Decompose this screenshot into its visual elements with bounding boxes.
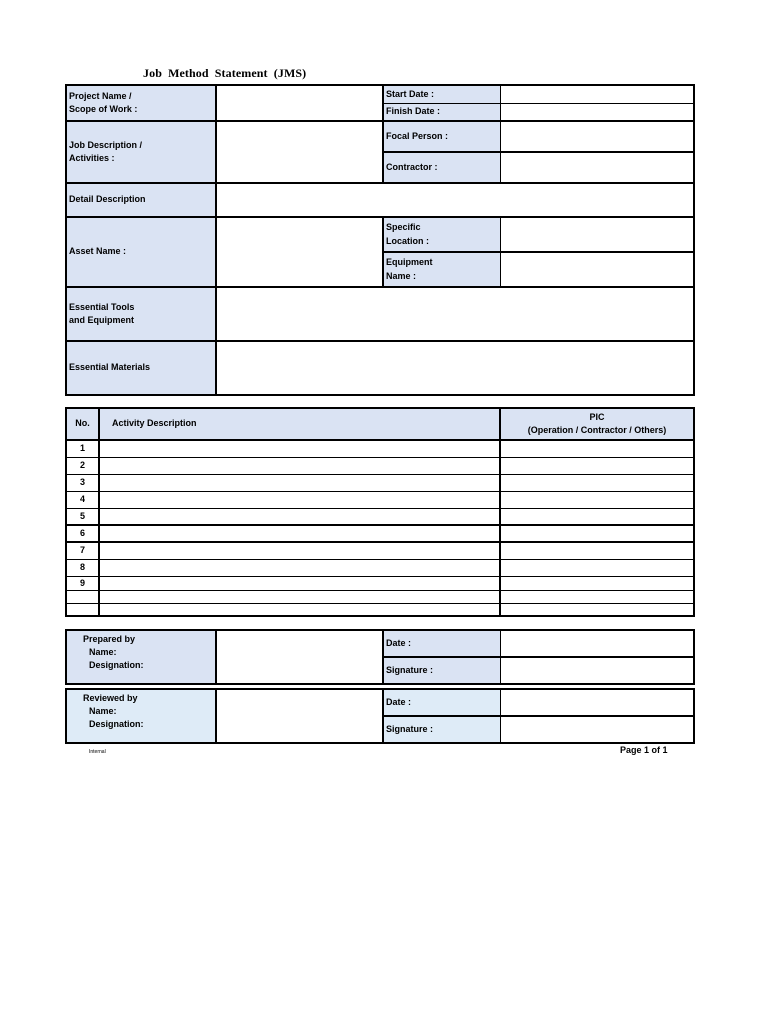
essential-materials-field[interactable] [216,341,694,395]
activity-rows [66,440,694,616]
focal-person-field[interactable] [500,121,694,152]
classification-label: Internal [89,749,106,755]
activity-row-number: 4 [66,491,99,508]
activity-row [66,525,694,542]
activity-pic-cell[interactable] [500,603,694,616]
reviewed-by-label: Reviewed by Name: Designation: [66,689,216,743]
activity-row [66,576,694,590]
activity-row [66,542,694,559]
contractor-field[interactable] [500,152,694,183]
activity-description-cell[interactable] [99,576,500,590]
activity-description-cell[interactable] [99,603,500,616]
project-name-field[interactable] [216,85,383,121]
asset-name-label: Asset Name : [66,217,216,287]
reviewed-signature-field[interactable] [500,716,694,743]
essential-materials-label: Essential Materials [66,341,216,395]
prepared-date-field[interactable] [500,630,694,657]
activity-pic-cell[interactable] [500,576,694,590]
essential-tools-label: Essential Tools and Equipment [66,287,216,341]
activity-pic-cell[interactable] [500,542,694,559]
activity-row-number [66,590,99,603]
activity-row [66,559,694,576]
activity-pic-cell[interactable] [500,457,694,474]
activity-row-number: 9 [66,576,99,590]
contractor-label: Contractor : [383,152,500,183]
activity-description-cell[interactable] [99,457,500,474]
prepared-signature-field[interactable] [500,657,694,684]
reviewed-date-field[interactable] [500,689,694,716]
activity-description-cell[interactable] [99,508,500,525]
finish-date-label: Finish Date : [383,103,500,121]
finish-date-field[interactable] [500,103,694,121]
activity-row-number [66,603,99,616]
page-number: Page 1 of 1 [620,745,668,755]
activity-row-number: 1 [66,440,99,457]
focal-person-label: Focal Person : [383,121,500,152]
start-date-label: Start Date : [383,85,500,103]
activity-pic-cell[interactable] [500,590,694,603]
column-header-no: No. [66,408,99,440]
header-table [65,84,695,396]
activity-row-number: 8 [66,559,99,576]
activity-row [66,508,694,525]
activity-row-number: 6 [66,525,99,542]
activity-row [66,491,694,508]
job-description-field[interactable] [216,121,383,183]
activity-description-cell[interactable] [99,440,500,457]
detail-description-field[interactable] [216,183,694,217]
activity-row-number: 2 [66,457,99,474]
equipment-name-label: Equipment Name : [383,252,500,287]
reviewed-by-field[interactable] [216,689,383,743]
activity-pic-cell[interactable] [500,525,694,542]
activity-row [66,590,694,603]
activity-description-cell[interactable] [99,590,500,603]
specific-location-field[interactable] [500,217,694,252]
column-header-pic: PIC (Operation / Contractor / Others) [500,408,694,440]
activity-row [66,440,694,457]
activity-pic-cell[interactable] [500,491,694,508]
prepared-signature-label: Signature : [383,657,500,684]
activity-row [66,474,694,491]
activity-description-cell[interactable] [99,525,500,542]
reviewed-signature-label: Signature : [383,716,500,743]
activity-pic-cell[interactable] [500,474,694,491]
essential-tools-field[interactable] [216,287,694,341]
activity-description-cell[interactable] [99,542,500,559]
job-description-label: Job Description / Activities : [66,121,216,183]
activity-row [66,457,694,474]
activity-row-number: 5 [66,508,99,525]
start-date-field[interactable] [500,85,694,103]
reviewed-by-table [65,688,695,744]
reviewed-date-label: Date : [383,689,500,716]
activity-description-cell[interactable] [99,559,500,576]
equipment-name-field[interactable] [500,252,694,287]
prepared-date-label: Date : [383,630,500,657]
activity-pic-cell[interactable] [500,508,694,525]
detail-description-label: Detail Description [66,183,216,217]
activity-row-number: 7 [66,542,99,559]
asset-name-field[interactable] [216,217,383,287]
activity-row [66,603,694,616]
prepared-by-field[interactable] [216,630,383,684]
prepared-by-table [65,629,695,685]
activity-description-cell[interactable] [99,474,500,491]
activity-row-number: 3 [66,474,99,491]
page-title: Job Method Statement (JMS) [143,66,307,80]
activity-pic-cell[interactable] [500,440,694,457]
activity-table [65,407,695,617]
specific-location-label: Specific Location : [383,217,500,252]
column-header-activity: Activity Description [99,408,500,440]
prepared-by-label: Prepared by Name: Designation: [66,630,216,684]
activity-pic-cell[interactable] [500,559,694,576]
project-name-label: Project Name / Scope of Work : [66,85,216,121]
activity-description-cell[interactable] [99,491,500,508]
